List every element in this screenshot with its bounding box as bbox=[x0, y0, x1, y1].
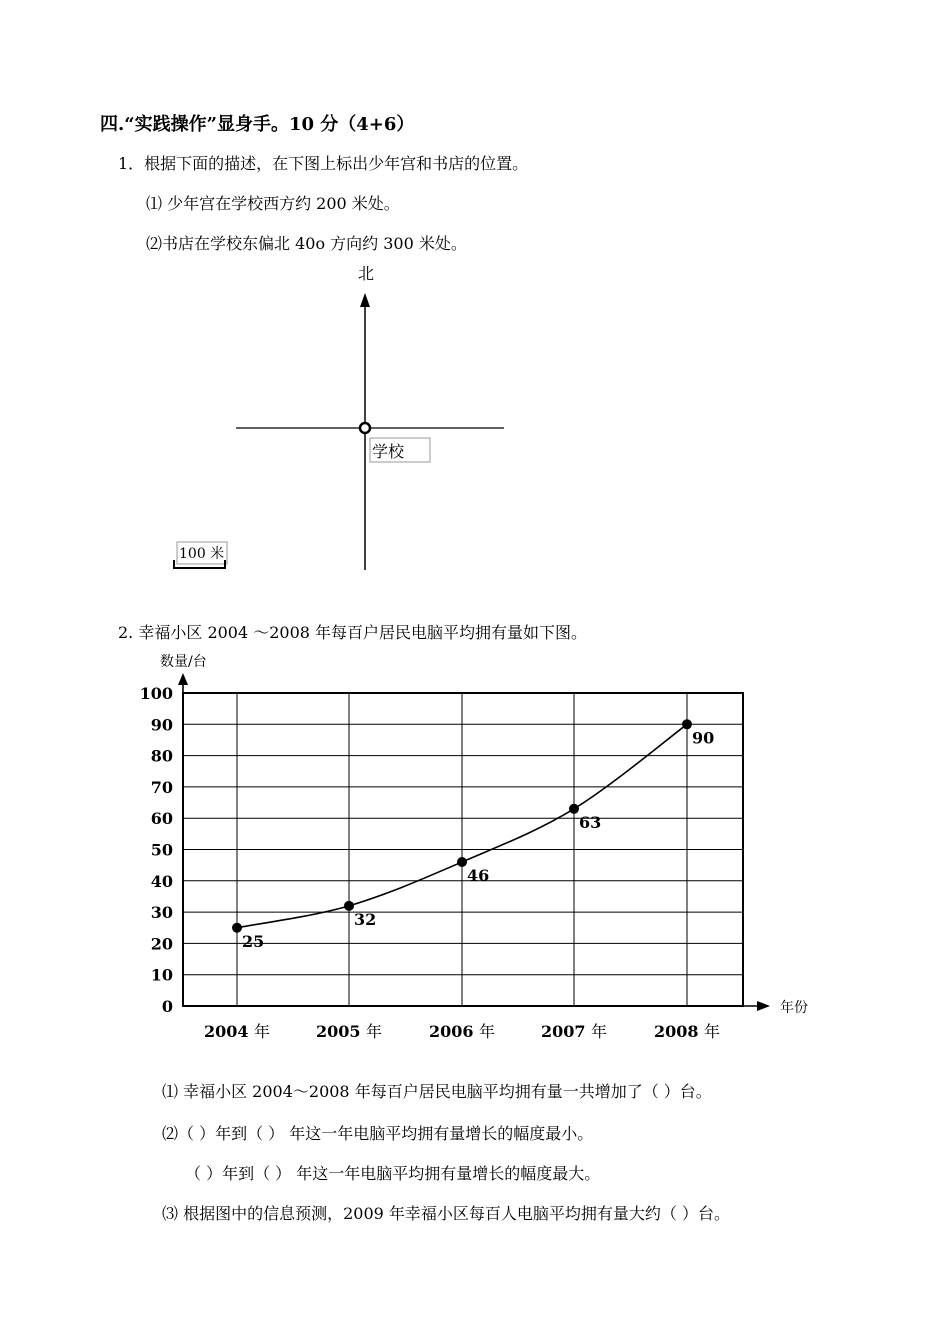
data-point bbox=[682, 719, 692, 729]
q1-sub2: ⑵书店在学校东偏北 40o 方向约 300 米处。 bbox=[146, 234, 467, 253]
q2-stem: 2. 幸福小区 2004 ～2008 年每百户居民电脑平均拥有量如下图。 bbox=[118, 623, 588, 642]
school-label: 学校 bbox=[372, 442, 405, 461]
q2-sub1: ⑴ 幸福小区 2004～2008 年每百户居民电脑平均拥有量一共增加了（ ）台。 bbox=[162, 1082, 712, 1101]
data-point bbox=[569, 804, 579, 814]
north-label: 北 bbox=[357, 264, 375, 283]
line-chart bbox=[0, 645, 950, 1045]
y-tick-label: 90 bbox=[150, 715, 173, 735]
x-tick-label: 2008 年 bbox=[653, 1022, 721, 1041]
data-label: 32 bbox=[354, 909, 377, 929]
q1-stem: 1．根据下面的描述，在下图上标出少年宫和书店的位置。 bbox=[118, 154, 529, 173]
y-tick-label: 10 bbox=[150, 965, 173, 985]
q2-sub2b: （ ）年到（ ） 年这一年电脑平均拥有量增长的幅度最大。 bbox=[185, 1164, 601, 1183]
y-tick-label: 60 bbox=[150, 809, 173, 829]
data-label: 90 bbox=[692, 728, 715, 748]
x-tick-label: 2007 年 bbox=[540, 1022, 608, 1041]
data-label: 46 bbox=[467, 866, 490, 886]
x-tick-label: 2004 年 bbox=[203, 1022, 271, 1041]
direction-map bbox=[0, 255, 950, 585]
y-tick-label: 100 bbox=[139, 684, 173, 703]
section-title: 四.“实践操作”显身手。10 分（4+6） bbox=[100, 114, 415, 135]
y-axis-label: 数量/台 bbox=[160, 654, 207, 670]
data-point bbox=[344, 901, 354, 911]
data-label: 25 bbox=[242, 931, 265, 951]
q2-sub3: ⑶ 根据图中的信息预测，2009 年幸福小区每百人电脑平均拥有量大约（ ）台。 bbox=[162, 1204, 730, 1223]
y-tick-label: 80 bbox=[150, 746, 173, 766]
data-point bbox=[232, 923, 242, 933]
y-tick-label: 30 bbox=[150, 903, 173, 923]
y-tick-label: 50 bbox=[150, 840, 173, 860]
q1-sub1: ⑴ 少年宫在学校西方约 200 米处。 bbox=[146, 194, 400, 213]
data-point bbox=[457, 857, 467, 867]
y-tick-label: 0 bbox=[161, 997, 173, 1016]
x-axis-label: 年份 bbox=[780, 1000, 808, 1016]
q2-sub2a: ⑵（ ）年到（ ） 年这一年电脑平均拥有量增长的幅度最小。 bbox=[162, 1124, 594, 1143]
y-axis-arrow-icon bbox=[178, 673, 188, 685]
data-label: 63 bbox=[579, 812, 602, 832]
y-tick-label: 40 bbox=[150, 871, 173, 891]
y-tick-label: 20 bbox=[150, 934, 173, 954]
scale-label: 100 米 bbox=[179, 546, 225, 562]
north-arrow-icon bbox=[360, 293, 370, 307]
school-point[interactable] bbox=[360, 423, 370, 433]
x-axis-arrow-icon bbox=[757, 1001, 770, 1011]
y-tick-label: 70 bbox=[150, 777, 173, 797]
x-tick-label: 2005 年 bbox=[315, 1022, 383, 1041]
x-tick-label: 2006 年 bbox=[428, 1022, 496, 1041]
